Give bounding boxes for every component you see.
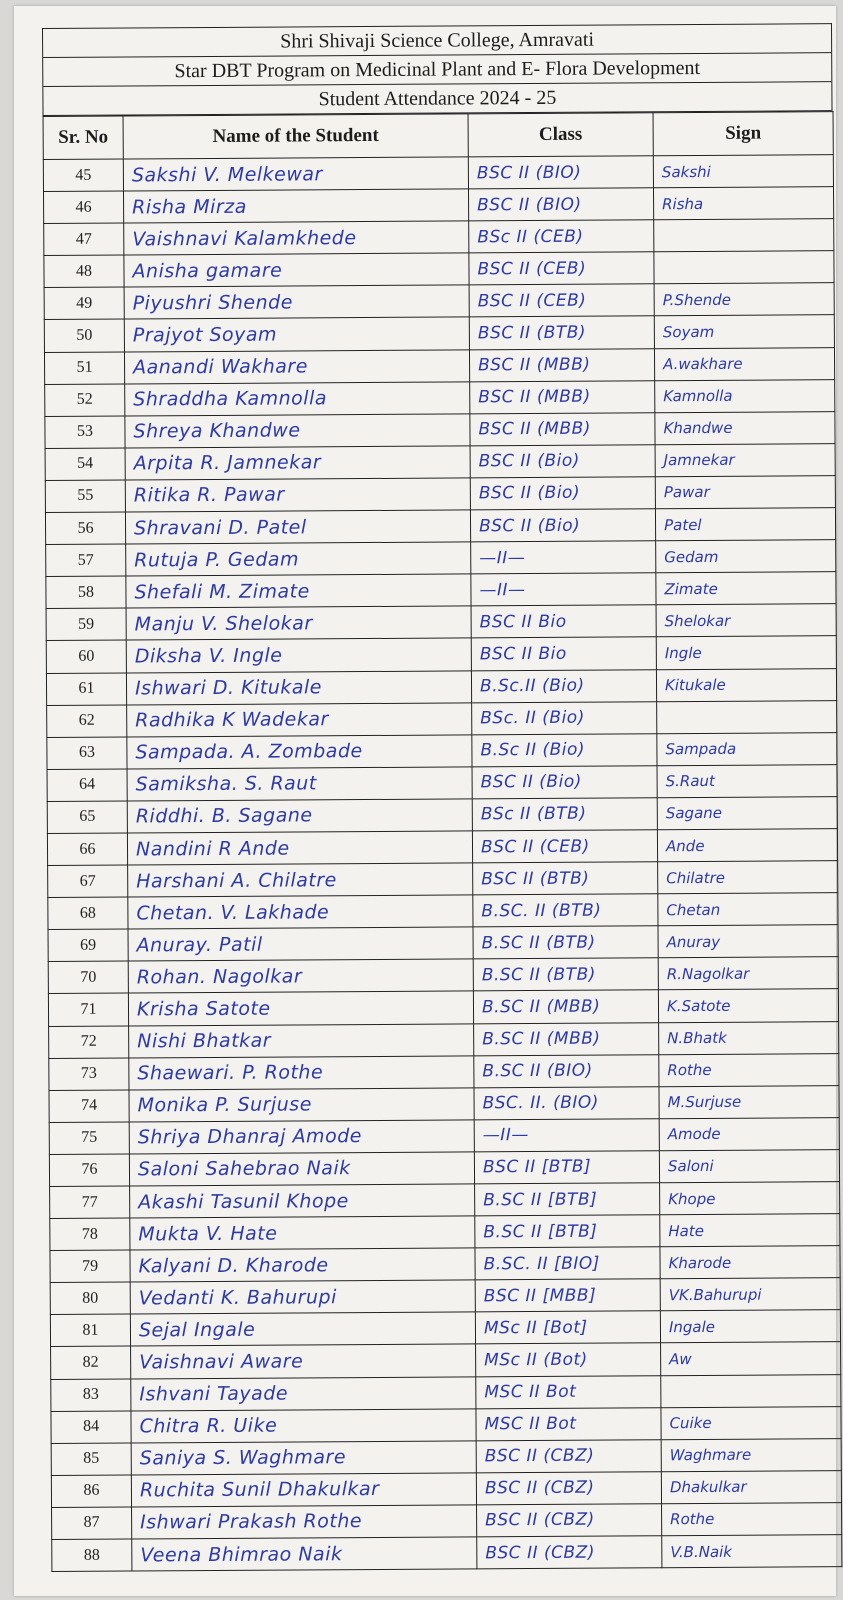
signature-cell: Sampada	[657, 732, 837, 765]
sr-no-cell: 83	[51, 1379, 131, 1412]
signature-cell: Waghmare	[661, 1438, 841, 1471]
table-row	[45, 379, 835, 416]
table-row	[45, 508, 835, 545]
table-row	[48, 989, 838, 1026]
student-name-cell: Manju V. Shelokar	[126, 606, 471, 640]
class-cell: B.SC. II (BTB)	[473, 894, 658, 927]
header-student-name: Name of the Student	[123, 114, 468, 159]
signature-cell: Patel	[655, 508, 835, 541]
signature-cell: Chilatre	[658, 861, 838, 894]
class-cell: BSC II [MBB]	[475, 1279, 660, 1312]
table-row	[49, 1117, 839, 1154]
sr-no-cell: 45	[43, 159, 123, 192]
sr-no-cell: 81	[50, 1314, 130, 1347]
student-name-cell: Shefali M. Zimate	[126, 574, 471, 608]
sr-no-cell: 72	[49, 1026, 129, 1059]
class-cell: B.Sc II (Bio)	[472, 733, 657, 766]
class-cell: BSC II (BTB)	[473, 862, 658, 895]
signature-cell: Kamnolla	[655, 379, 835, 412]
class-cell: B.SC II (MBB)	[474, 1022, 659, 1055]
table-row	[47, 829, 837, 866]
table-row	[46, 540, 836, 577]
signature-cell: Aw	[661, 1342, 841, 1375]
sr-no-cell: 51	[44, 352, 124, 385]
class-cell: B.SC II (BTB)	[473, 958, 658, 991]
sr-no-cell: 49	[44, 287, 124, 320]
register-title: Student Attendance 2024 - 25	[43, 82, 831, 116]
class-cell: B.SC II (MBB)	[473, 990, 658, 1023]
sr-no-cell: 85	[51, 1443, 131, 1476]
sr-no-cell: 88	[52, 1539, 132, 1572]
table-row	[48, 957, 838, 994]
attendance-sheet	[14, 6, 836, 1596]
signature-cell: Saloni	[659, 1150, 839, 1183]
class-cell: BSc II (CEB)	[469, 220, 654, 253]
signature-cell: Anuray	[658, 925, 838, 958]
student-name-cell: Aanandi Wakhare	[124, 349, 469, 383]
student-name-cell: Krisha Satote	[128, 991, 473, 1025]
signature-cell: Hate	[660, 1214, 840, 1247]
class-cell: BSC II (MBB)	[470, 380, 655, 413]
table-row	[46, 636, 836, 673]
table-row	[48, 925, 838, 962]
table-row	[52, 1503, 842, 1540]
sr-no-cell: 60	[46, 640, 126, 673]
table-row	[47, 732, 837, 769]
student-name-cell: Ishvani Tayade	[131, 1376, 476, 1410]
signature-cell: Pawar	[655, 476, 835, 509]
table-row	[51, 1470, 841, 1507]
student-name-cell: Shraddha Kamnolla	[125, 382, 470, 416]
signature-cell: Jamnekar	[655, 444, 835, 477]
class-cell: BSC II (CBZ)	[476, 1472, 661, 1505]
student-name-cell: Piyushri Shende	[124, 285, 469, 319]
student-name-cell: Ruchita Sunil Dhakulkar	[131, 1473, 476, 1507]
sr-no-cell: 80	[50, 1282, 130, 1315]
student-name-cell: Nishi Bhatkar	[129, 1023, 474, 1057]
signature-cell: Kharode	[660, 1246, 840, 1279]
class-cell: BSC II (CBZ)	[477, 1536, 662, 1569]
student-name-cell: Ishwari Prakash Rothe	[132, 1505, 477, 1539]
signature-cell: Rothe	[659, 1053, 839, 1086]
signature-cell: Khope	[660, 1182, 840, 1215]
table-row	[47, 700, 837, 737]
table-row	[43, 187, 833, 224]
class-cell: —II—	[471, 541, 656, 574]
sr-no-cell: 67	[48, 865, 128, 898]
class-cell: BSC II (MBB)	[470, 413, 655, 446]
sr-no-cell: 55	[45, 480, 125, 513]
student-name-cell: Sakshi V. Melkewar	[123, 157, 468, 191]
student-name-cell: Vaishnavi Kalamkhede	[124, 221, 469, 255]
class-cell: BSc. II (Bio)	[472, 701, 657, 734]
table-row	[44, 347, 834, 384]
sr-no-cell: 86	[51, 1475, 131, 1508]
class-cell: MSc II (Bot)	[476, 1343, 661, 1376]
table-row	[51, 1406, 841, 1443]
student-name-cell: Ritika R. Pawar	[125, 478, 470, 512]
sr-no-cell: 78	[50, 1218, 130, 1251]
class-cell: BSC II [BTB]	[474, 1151, 659, 1184]
class-cell: BSC II (BTB)	[469, 316, 654, 349]
student-name-cell: Diksha V. Ingle	[126, 638, 471, 672]
student-name-cell: Rutuja P. Gedam	[126, 542, 471, 576]
student-name-cell: Anuray. Patil	[128, 927, 473, 961]
program-name: Star DBT Program on Medicinal Plant and E- Flora Development	[43, 53, 831, 87]
signature-cell: K.Satote	[658, 989, 838, 1022]
table-row	[50, 1214, 840, 1251]
signature-cell	[661, 1374, 841, 1407]
sr-no-cell: 69	[48, 929, 128, 962]
table-row	[49, 1053, 839, 1090]
table-row	[46, 572, 836, 609]
table-row	[51, 1374, 841, 1411]
title-block	[42, 23, 833, 116]
sr-no-cell: 70	[48, 961, 128, 994]
class-cell: B.SC II [BTB]	[475, 1215, 660, 1248]
class-cell: MSc II [Bot]	[475, 1311, 660, 1344]
student-name-cell: Sejal Ingale	[130, 1312, 475, 1346]
signature-cell: V.B.Naik	[662, 1535, 842, 1568]
signature-cell: Risha	[653, 187, 833, 220]
signature-cell	[654, 251, 834, 284]
signature-cell: Dhakulkar	[661, 1470, 841, 1503]
table-row	[48, 861, 838, 898]
attendance-table	[43, 111, 843, 1572]
student-name-cell: Riddhi. B. Sagane	[127, 799, 472, 833]
student-name-cell: Veena Bhimrao Naik	[132, 1537, 477, 1571]
sr-no-cell: 62	[47, 705, 127, 738]
student-name-cell: Mukta V. Hate	[130, 1216, 475, 1250]
student-name-cell: Arpita R. Jamnekar	[125, 446, 470, 480]
student-name-cell: Shaewari. P. Rothe	[129, 1056, 474, 1090]
student-name-cell: Kalyani D. Kharode	[130, 1248, 475, 1282]
sr-no-cell: 75	[49, 1122, 129, 1155]
sr-no-cell: 52	[45, 384, 125, 417]
signature-cell: Kitukale	[656, 668, 836, 701]
class-cell: B.SC II (BIO)	[474, 1054, 659, 1087]
class-cell: —II—	[474, 1119, 659, 1152]
signature-cell: P.Shende	[654, 283, 834, 316]
class-cell: BSC. II. (BIO)	[474, 1086, 659, 1119]
table-row	[50, 1310, 840, 1347]
signature-cell: VK.Bahurupi	[660, 1278, 840, 1311]
class-cell: BSC II (CBZ)	[477, 1504, 662, 1537]
class-cell: BSC II (Bio)	[470, 509, 655, 542]
sr-no-cell: 66	[47, 833, 127, 866]
student-name-cell: Shravani D. Patel	[125, 510, 470, 544]
header-row	[43, 112, 833, 160]
student-name-cell: Rohan. Nagolkar	[128, 959, 473, 993]
table-row	[45, 411, 835, 448]
signature-cell	[657, 700, 837, 733]
class-cell: BSC II Bio	[471, 605, 656, 638]
table-row	[44, 315, 834, 352]
sr-no-cell: 71	[48, 993, 128, 1026]
student-name-cell: Saniya S. Waghmare	[131, 1441, 476, 1475]
sr-no-cell: 59	[46, 608, 126, 641]
signature-cell: Amode	[659, 1117, 839, 1150]
student-name-cell: Shreya Khandwe	[125, 414, 470, 448]
sr-no-cell: 73	[49, 1058, 129, 1091]
class-cell: MSC II Bot	[476, 1375, 661, 1408]
sr-no-cell: 74	[49, 1090, 129, 1123]
table-row	[50, 1182, 840, 1219]
signature-cell: Cuike	[661, 1406, 841, 1439]
table-row	[45, 476, 835, 513]
table-row	[48, 893, 838, 930]
signature-cell: S.Raut	[657, 764, 837, 797]
sr-no-cell: 87	[52, 1507, 132, 1540]
signature-cell: Rothe	[662, 1503, 842, 1536]
college-name: Shri Shivaji Science College, Amravati	[43, 24, 831, 58]
class-cell: B.SC II (BTB)	[473, 926, 658, 959]
table-row	[47, 764, 837, 801]
signature-cell: Ingale	[660, 1310, 840, 1343]
class-cell: B.SC II [BTB]	[475, 1183, 660, 1216]
sr-no-cell: 50	[44, 319, 124, 352]
student-name-cell: Vaishnavi Aware	[131, 1344, 476, 1378]
sr-no-cell: 82	[51, 1346, 131, 1379]
student-name-cell: Prajyot Soyam	[124, 317, 469, 351]
class-cell: BSC II (CBZ)	[476, 1439, 661, 1472]
student-name-cell: Nandini R Ande	[127, 831, 472, 865]
student-name-cell: Chitra R. Uike	[131, 1409, 476, 1443]
class-cell: BSC II (BIO)	[468, 188, 653, 221]
table-row	[50, 1246, 840, 1283]
signature-cell: M.Surjuse	[659, 1085, 839, 1118]
student-name-cell: Shriya Dhanraj Amode	[129, 1120, 474, 1154]
table-row	[44, 251, 834, 288]
class-cell: BSC II (Bio)	[470, 445, 655, 478]
signature-cell: Sagane	[657, 797, 837, 830]
student-name-cell: Akashi Tasunil Khope	[130, 1184, 475, 1218]
signature-cell: Sakshi	[653, 155, 833, 188]
sr-no-cell: 61	[46, 672, 126, 705]
student-name-cell: Ishwari D. Kitukale	[126, 670, 471, 704]
table-row	[46, 604, 836, 641]
sr-no-cell: 46	[43, 191, 123, 224]
table-row	[43, 155, 833, 192]
signature-cell: Chetan	[658, 893, 838, 926]
table-row	[51, 1438, 841, 1475]
sr-no-cell: 76	[49, 1154, 129, 1187]
signature-cell: N.Bhatk	[659, 1021, 839, 1054]
table-row	[49, 1150, 839, 1187]
table-row	[52, 1535, 842, 1572]
sr-no-cell: 68	[48, 897, 128, 930]
sr-no-cell: 54	[45, 448, 125, 481]
student-name-cell: Risha Mirza	[123, 189, 468, 223]
signature-cell: Gedam	[656, 540, 836, 573]
class-cell: BSC II (CEB)	[469, 252, 654, 285]
signature-cell: Shelokar	[656, 604, 836, 637]
student-name-cell: Saloni Sahebrao Naik	[129, 1152, 474, 1186]
sr-no-cell: 77	[50, 1186, 130, 1219]
class-cell: BSC II (Bio)	[470, 477, 655, 510]
student-name-cell: Samiksha. S. Raut	[127, 767, 472, 801]
student-name-cell: Radhika K Wadekar	[127, 702, 472, 736]
sr-no-cell: 53	[45, 416, 125, 449]
student-name-cell: Monika P. Surjuse	[129, 1088, 474, 1122]
table-row	[44, 283, 834, 320]
signature-cell: Khandwe	[655, 411, 835, 444]
sr-no-cell: 48	[44, 255, 124, 288]
table-row	[51, 1342, 841, 1379]
class-cell: BSC II (CEB)	[472, 830, 657, 863]
signature-cell: Ande	[657, 829, 837, 862]
class-cell: B.SC. II [BIO]	[475, 1247, 660, 1280]
student-name-cell: Anisha gamare	[124, 253, 469, 287]
signature-cell: R.Nagolkar	[658, 957, 838, 990]
table-row	[49, 1085, 839, 1122]
table-row	[47, 797, 837, 834]
header-sr-no: Sr. No	[43, 116, 123, 159]
attendance-register	[42, 23, 841, 1568]
sr-no-cell: 47	[44, 223, 124, 256]
sr-no-cell: 65	[47, 801, 127, 834]
header-class: Class	[468, 113, 653, 157]
sr-no-cell: 64	[47, 769, 127, 802]
student-name-cell: Vedanti K. Bahurupi	[130, 1280, 475, 1314]
sr-no-cell: 63	[47, 737, 127, 770]
class-cell: MSC II Bot	[476, 1407, 661, 1440]
sr-no-cell: 57	[46, 544, 126, 577]
class-cell: BSC II (Bio)	[472, 766, 657, 799]
table-row	[46, 668, 836, 705]
attendance-rows	[43, 155, 842, 1572]
signature-cell	[654, 219, 834, 252]
signature-cell: Ingle	[656, 636, 836, 669]
sr-no-cell: 56	[45, 512, 125, 545]
signature-cell: Zimate	[656, 572, 836, 605]
sr-no-cell: 79	[50, 1250, 130, 1283]
student-name-cell: Harshani A. Chilatre	[128, 863, 473, 897]
student-name-cell: Sampada. A. Zombade	[127, 735, 472, 769]
class-cell: BSc II (BTB)	[472, 798, 657, 831]
table-row	[50, 1278, 840, 1315]
sr-no-cell: 58	[46, 576, 126, 609]
signature-cell: A.wakhare	[654, 347, 834, 380]
table-row	[44, 219, 834, 256]
class-cell: B.Sc.II (Bio)	[471, 669, 656, 702]
signature-cell: Soyam	[654, 315, 834, 348]
header-sign: Sign	[653, 112, 833, 156]
table-row	[49, 1021, 839, 1058]
student-name-cell: Chetan. V. Lakhade	[128, 895, 473, 929]
table-row	[45, 444, 835, 481]
class-cell: BSC II (BIO)	[468, 156, 653, 189]
class-cell: —II—	[471, 573, 656, 606]
sr-no-cell: 84	[51, 1411, 131, 1444]
class-cell: BSC II (MBB)	[469, 348, 654, 381]
class-cell: BSC II Bio	[471, 637, 656, 670]
class-cell: BSC II (CEB)	[469, 284, 654, 317]
